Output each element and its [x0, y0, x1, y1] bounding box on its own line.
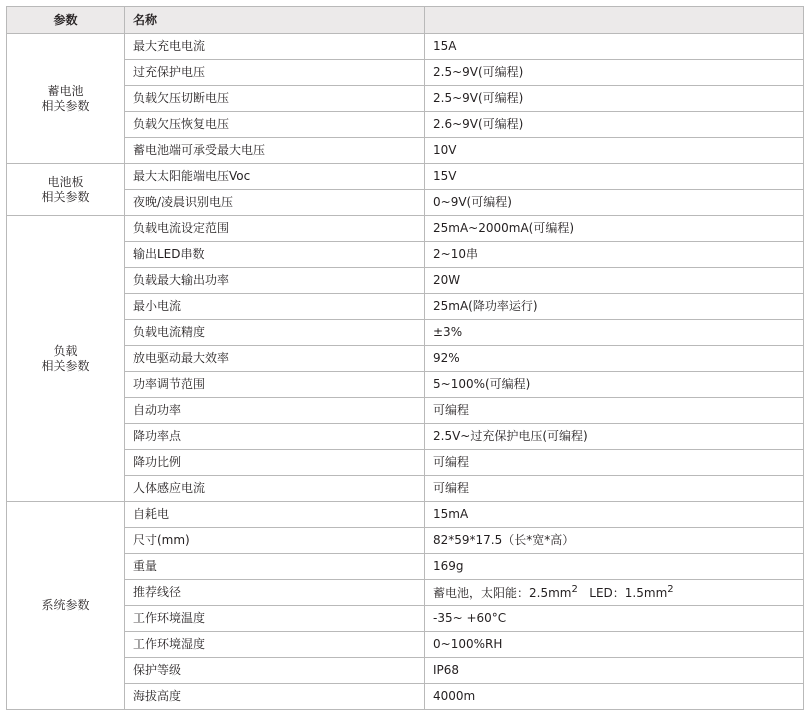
column-header-value [425, 7, 804, 34]
table-row [7, 242, 804, 268]
parameter-name-cell: 最小电流 [125, 294, 425, 320]
group-label-line1: 蓄电池 [47, 83, 84, 98]
parameter-name-cell: 尺寸(mm) [125, 528, 425, 554]
table-row [7, 424, 804, 450]
table-row [7, 684, 804, 710]
parameter-value-cell: 2.6~9V(可编程) [425, 112, 804, 138]
parameter-name-cell: 输出LED串数 [125, 242, 425, 268]
table-row [7, 372, 804, 398]
table-row [7, 112, 804, 138]
parameter-name-cell: 蓄电池端可承受最大电压 [125, 138, 425, 164]
parameter-name-cell: 海拔高度 [125, 684, 425, 710]
table-row [7, 502, 804, 528]
parameter-name-cell: 工作环境温度 [125, 606, 425, 632]
parameter-value-cell: 可编程 [425, 398, 804, 424]
parameter-value-cell: 5~100%(可编程) [425, 372, 804, 398]
parameter-value-cell: 可编程 [425, 476, 804, 502]
parameter-value-cell: 4000m [425, 684, 804, 710]
parameter-value-cell: 10V [425, 138, 804, 164]
group-label-line2: 相关参数 [41, 189, 90, 204]
parameter-name-cell: 负载最大输出功率 [125, 268, 425, 294]
parameter-name-cell: 自耗电 [125, 502, 425, 528]
table-row [7, 398, 804, 424]
table-body [7, 34, 804, 710]
parameter-value-cell: 蓄电池，太阳能：$2.5mm^2$ LED：$1.5mm^2$ [425, 580, 804, 606]
group-label-cell [7, 164, 125, 216]
table-row [7, 164, 804, 190]
table-row [7, 34, 804, 60]
group-label-line1: 负载 [53, 343, 78, 358]
parameter-name-cell: 夜晚/凌晨识别电压 [125, 190, 425, 216]
column-header-group: 参数 [7, 7, 125, 34]
parameter-name-cell: 过充保护电压 [125, 60, 425, 86]
table-row [7, 476, 804, 502]
group-label-cell [7, 502, 125, 710]
parameter-name-cell: 负载欠压切断电压 [125, 86, 425, 112]
table-row [7, 450, 804, 476]
table-row [7, 190, 804, 216]
parameter-name-cell: 最大太阳能端电压Voc [125, 164, 425, 190]
parameter-value-cell: 2.5V~过充保护电压(可编程) [425, 424, 804, 450]
table-row [7, 554, 804, 580]
group-label-cell [7, 34, 125, 164]
group-label-line2: 相关参数 [41, 98, 90, 113]
parameter-value-cell: -35~ +60°C [425, 606, 804, 632]
parameter-name-cell: 负载电流设定范围 [125, 216, 425, 242]
parameter-name-cell: 人体感应电流 [125, 476, 425, 502]
parameter-name-cell: 自动功率 [125, 398, 425, 424]
specification-table [6, 6, 804, 710]
group-label-line1: 电池板 [47, 174, 84, 189]
table-row [7, 632, 804, 658]
parameter-value-cell: 2.5~9V(可编程) [425, 86, 804, 112]
table-row [7, 346, 804, 372]
table-row [7, 86, 804, 112]
group-label-line2: 相关参数 [41, 358, 90, 373]
parameter-value-cell: 0~100%RH [425, 632, 804, 658]
parameter-value-cell: 20W [425, 268, 804, 294]
parameter-name-cell: 保护等级 [125, 658, 425, 684]
parameter-name-cell: 功率调节范围 [125, 372, 425, 398]
parameter-value-cell: 82*59*17.5（长*宽*高） [425, 528, 804, 554]
parameter-value-cell: 15mA [425, 502, 804, 528]
parameter-name-cell: 降功率点 [125, 424, 425, 450]
parameter-value-cell: 可编程 [425, 450, 804, 476]
parameter-value-cell: 169g [425, 554, 804, 580]
parameter-value-cell: 2.5~9V(可编程) [425, 60, 804, 86]
table-row [7, 580, 804, 606]
table-row [7, 216, 804, 242]
parameter-value-cell: 2~10串 [425, 242, 804, 268]
group-label-line1: 系统参数 [41, 598, 90, 612]
group-label-cell [7, 216, 125, 502]
parameter-value-cell: 25mA(降功率运行) [425, 294, 804, 320]
table-row [7, 320, 804, 346]
parameter-name-cell: 最大充电电流 [125, 34, 425, 60]
parameter-name-cell: 工作环境湿度 [125, 632, 425, 658]
parameter-name-cell: 负载电流精度 [125, 320, 425, 346]
parameter-value-cell: IP68 [425, 658, 804, 684]
parameter-value-cell: 15A [425, 34, 804, 60]
table-header-row [7, 7, 804, 34]
parameter-value-cell: 92% [425, 346, 804, 372]
parameter-value-cell: 0~9V(可编程) [425, 190, 804, 216]
table-row [7, 294, 804, 320]
parameter-value-cell: ±3% [425, 320, 804, 346]
parameter-name-cell: 重量 [125, 554, 425, 580]
parameter-value-cell: 25mA~2000mA(可编程) [425, 216, 804, 242]
table-row [7, 268, 804, 294]
table-row [7, 658, 804, 684]
column-header-name: 名称 [125, 7, 425, 34]
parameter-name-cell: 降功比例 [125, 450, 425, 476]
parameter-value-cell: 15V [425, 164, 804, 190]
table-header [7, 7, 804, 34]
table-row [7, 138, 804, 164]
table-row [7, 528, 804, 554]
table-row [7, 60, 804, 86]
parameter-name-cell: 放电驱动最大效率 [125, 346, 425, 372]
parameter-name-cell: 推荐线径 [125, 580, 425, 606]
parameter-name-cell: 负载欠压恢复电压 [125, 112, 425, 138]
table-row [7, 606, 804, 632]
